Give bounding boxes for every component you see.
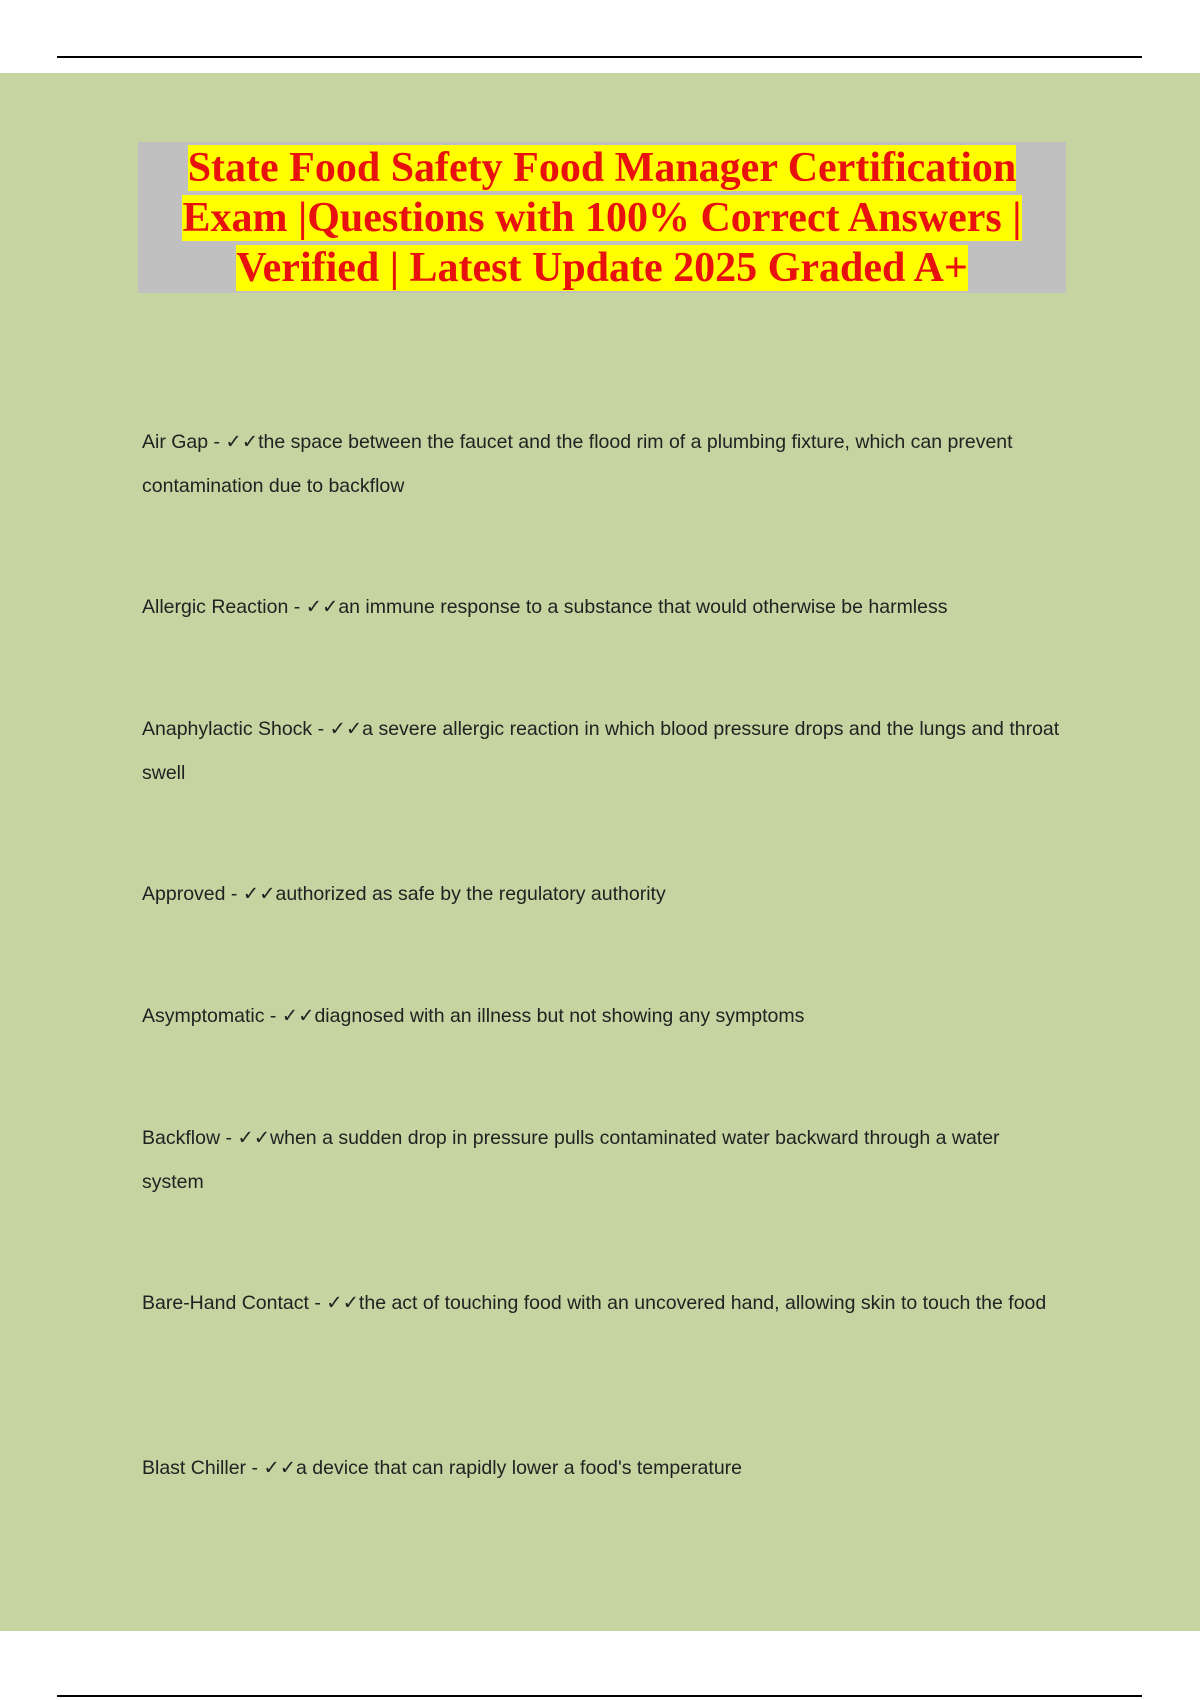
glossary-entry: Asymptomatic - ✓✓diagnosed with an illness but not showing any symptoms (142, 1005, 805, 1027)
content-area (0, 73, 1200, 1631)
glossary-entry: Backflow - ✓✓when a sudden drop in pressure pulls contaminated water backward through a water system (142, 1127, 1000, 1193)
glossary-entry: Allergic Reaction - ✓✓an immune response to a substance that would otherwise be harmless (142, 596, 948, 618)
glossary-entry: Approved - ✓✓authorized as safe by the regulatory authority (142, 883, 666, 905)
title-line: Exam |Questions with 100% Correct Answers | (182, 194, 1022, 241)
top-divider (57, 56, 1142, 58)
glossary-entry: Blast Chiller - ✓✓a device that can rapidly lower a food's temperature (142, 1457, 743, 1479)
document-title (138, 143, 1066, 293)
title-banner (138, 142, 1066, 293)
title-line: Verified | Latest Update 2025 Graded A+ (236, 244, 968, 291)
title-line: State Food Safety Food Manager Certification (187, 144, 1017, 191)
glossary-entry: Air Gap - ✓✓the space between the faucet and the flood rim of a plumbing fixture, which can prevent contamination due to backflow (142, 431, 1013, 497)
glossary-entry: Anaphylactic Shock - ✓✓a severe allergic reaction in which blood pressure drops and the lungs and throat swell (142, 718, 1060, 784)
glossary-entry: Bare-Hand Contact - ✓✓the act of touching food with an uncovered hand, allowing skin to touch the food (142, 1292, 1047, 1314)
bottom-divider (57, 1695, 1142, 1697)
